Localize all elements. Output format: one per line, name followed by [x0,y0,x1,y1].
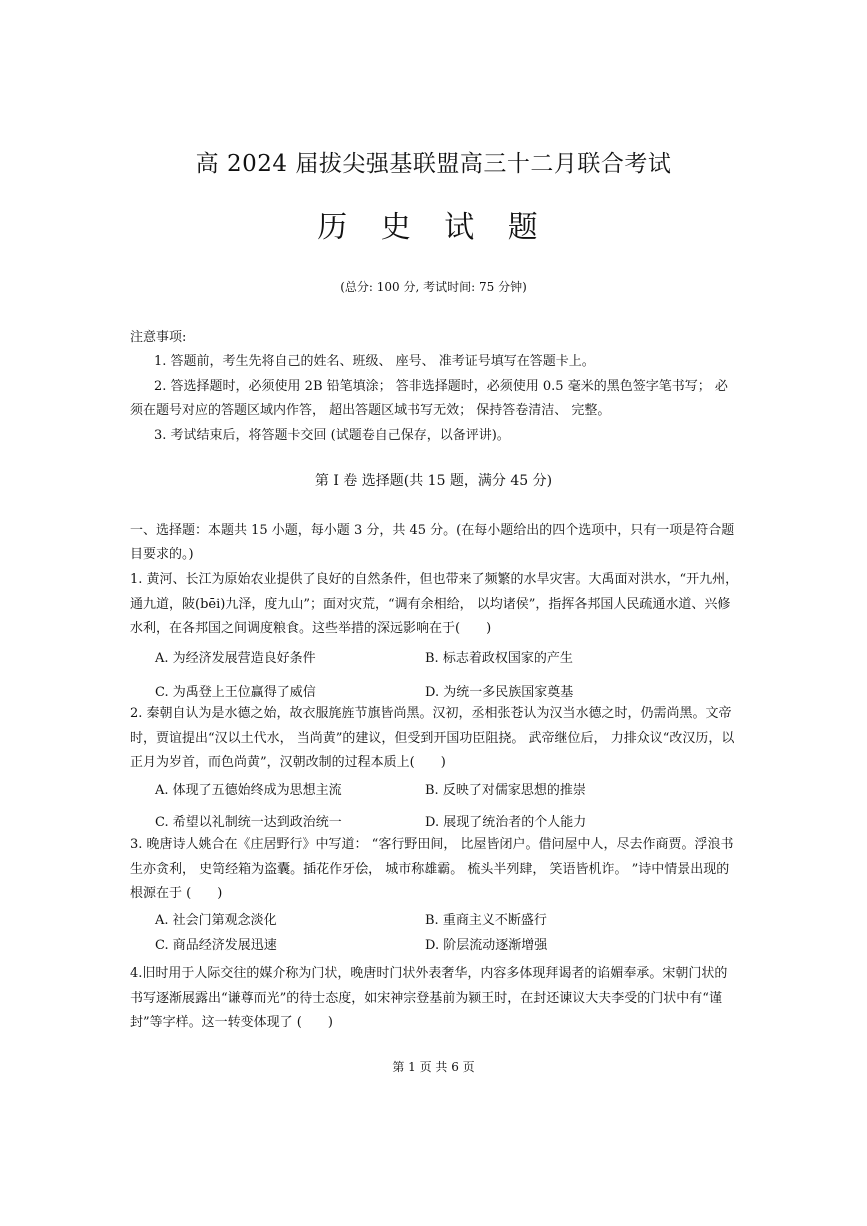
note-item: 2. 答选择题时，必须使用 2B 铅笔填涂； 答非选择题时，必须使用 0.5 毫米的黑色签字笔书写； 必须在题号对应的答题区域内作答， 超出答题区域书写无效； 保持答卷清洁、 完整。 [130,379,728,418]
exam-info: (总分: 100 分, 考试时间: 75 分钟) [340,280,527,294]
option-b: B. 重商主义不断盛行 [425,913,547,928]
exam-title: 高 2024 届拔尖强基联盟高三十二月联合考试 [195,151,672,177]
option-d: D. 为统一多民族国家奠基 [425,685,574,700]
option-d: D. 展现了统治者的个人能力 [425,815,587,830]
section-intro: 一、选择题：本题共 15 小题，每小题 3 分，共 45 分。(在每小题给出的四个选项中，只有一项是符合题目要求的。) [130,523,735,562]
question-stem: 1. 黄河、长江为原始农业提供了良好的自然条件，但也带来了频繁的水旱灾害。大禹面对洪水，“开九州，通九道，陂(bēi)九泽，度九山”；面对灾荒，“调有余相给， 以均诸侯”，指挥各邦国人民疏通水道、兴修水利，在各邦国之间调度粮食。这些举措的深远影响在于( ) [130,572,739,636]
question-stem: 2. 秦朝自认为是水德之始，故衣服旄旌节旗皆尚黑。汉初，丞相张苍认为汉当水德之时，仍需尚黑。文帝时，贾谊提出“汉以土代水， 当尚黄”的建议，但受到开国功臣阻挠。 武帝继位后， 力排众议“改汉历，以正月为岁首，而色尚黄”，汉朝改制的过程本质上( ) [130,706,735,770]
question-stem: 4.旧时用于人际交往的媒介称为门状，晚唐时门状外表奢华，内容多体现拜谒者的谄媚奉承。宋朝门状的书写逐渐展露出“谦尊而光”的待士态度，如宋神宗登基前为颍王时，在封还谏议大夫李受的门状中有“谨封”等字样。这一转变体现了 ( ) [130,966,728,1030]
option-d: D. 阶层流动逐渐增强 [425,938,548,953]
option-b: B. 反映了对儒家思想的推崇 [425,783,586,798]
option-b: B. 标志着政权国家的产生 [425,651,573,666]
option-c: C. 希望以礼制统一达到政治统一 [155,815,342,830]
notes-heading: 注意事项: [130,330,187,345]
option-c: C. 为禹登上王位赢得了威信 [155,685,316,700]
note-item: 1. 答题前，考生先将自己的姓名、班级、 座号、 准考证号填写在答题卡上。 [154,354,595,369]
option-a: A. 体现了五德始终成为思想主流 [155,783,342,798]
subject-title: 历 史 试 题 [317,210,550,245]
option-a: A. 社会门第观念淡化 [155,913,277,928]
option-a: A. 为经济发展营造良好条件 [155,651,316,666]
page-footer: 第 1 页 共 6 页 [392,1060,475,1074]
question-stem: 3. 晚唐诗人姚合在《庄居野行》中写道： “客行野田间， 比屋皆闭户。借问屋中人，尽去作商贾。浮浪书生亦贪利， 史笥经箱为盗囊。插花作牙侩， 城市称雄霸。 梳头半列肆， 笑语皆机诈。 ”诗中情景出现的根源在于 ( ) [130,837,734,901]
option-c: C. 商品经济发展迅速 [155,938,277,953]
note-item: 3. 考试结束后，将答题卡交回 (试题卷自己保存，以备评讲)。 [154,428,510,443]
section-title: 第 I 卷 选择题(共 15 题，满分 45 分) [314,473,553,489]
